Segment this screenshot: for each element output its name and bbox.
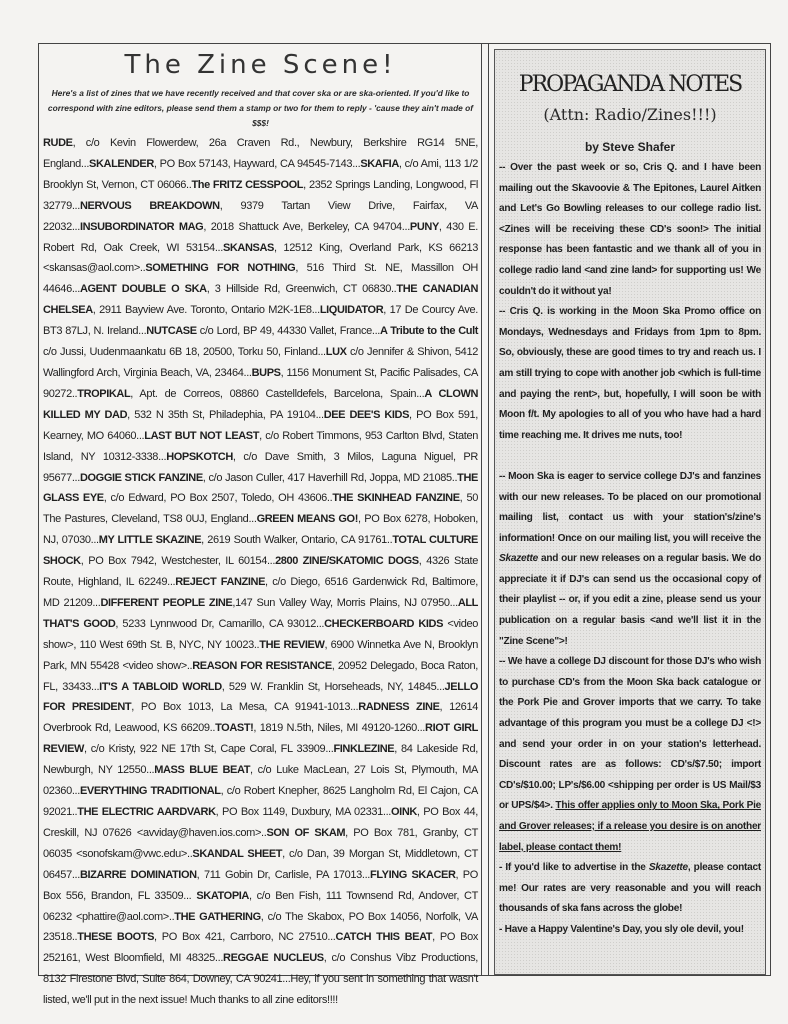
zine-address: , 12614 Overbrook Rd, Leawood, KS 66209..	[43, 701, 478, 735]
byline: by Steve Shafer	[584, 140, 676, 154]
text-segment: -- We have a college DJ discount for those DJ's who wish to purchase CD's from the Moon Ska back catalogue or the Pork Pie and Grover imports that we carry. To take advantage of this program you must be a college DJ <!> and send your order in on your station's letterhead. Discount rates are as follows: CD's/$7.50; import CD's/$10.00; LP's/$6.00 <shipping per order is US Mail/$3 or UPS/$4>.	[499, 656, 761, 812]
zine-name: SKATOPIA	[196, 889, 249, 902]
zine-address: , PO Box 1149, Duxbury, MA 02331...	[215, 806, 392, 818]
zine-name: TOTAL CULTURE SHOCK	[43, 534, 478, 568]
zine-name: LAST BUT NOT LEAST	[144, 429, 260, 442]
text-segment: - If you'd like to advertise in the	[499, 862, 649, 874]
zine-name: MASS BLUE BEAT	[154, 764, 251, 777]
zine-address: , 1819 N.5th, Niles, MI 49120-1260...	[253, 722, 426, 735]
publication-name: Skazette	[648, 862, 688, 874]
zine-name: HOPSKOTCH	[166, 450, 233, 463]
zine-address: , 84 Lakeside Rd, Newburgh, NY 12550...	[43, 743, 478, 777]
zine-name: CHECKERBOARD KIDS	[324, 617, 444, 630]
zine-address: , c/o Robert Timmons, 953 Carlton Blvd, Staten Island, NY 10312-3338...	[43, 429, 478, 463]
zine-address: , 516 Third St. NE, Massillon OH 44646...	[43, 262, 479, 296]
zine-name: A CLOWN KILLED MY DAD	[43, 387, 478, 421]
zine-name: REASON FOR RESISTANCE	[192, 659, 332, 672]
zine-address: , c/o Dan, 39 Morgan St, Middletown, CT 06457...	[43, 847, 478, 881]
zine-address: , 2352 Springs Landing, Longwood, Fl 32779...	[43, 178, 479, 212]
zine-address: , 2619 South Walker, Ontario, CA 91761..	[201, 534, 393, 547]
zine-name: THE GATHERING	[174, 910, 261, 923]
zine-address: , 532 N 35th St, Philadephia, PA 19104...	[127, 408, 324, 421]
zine-address: , c/o The Skabox, PO Box 14056, Norfolk, VA 23518..	[43, 910, 478, 944]
zine-name: THE REVIEW	[259, 638, 325, 651]
zine-address: c/o Jennifer & Shivon, 5412 Wallingford Arch, Virginia Beach, VA, 23464...	[43, 346, 478, 379]
zine-name: OINK	[391, 806, 417, 818]
zine-address: , 9379 Tartan View Drive, Fairfax, VA 22032...	[43, 199, 478, 233]
zine-address: , c/o Ben Fish, 111 Townsend Rd, Andover, CT 06232 <phattire@aol.com>..	[43, 889, 478, 923]
zine-address: , PO Box 556, Brandon, FL 33509...	[43, 868, 478, 902]
zine-entry	[77, 806, 391, 818]
zine-name: INSUBORDINATOR MAG	[79, 220, 204, 233]
zine-entry	[99, 681, 444, 693]
zine-entry	[100, 597, 457, 609]
zine-address: , PO Box 421, Carrboro, NC 27510...	[154, 931, 336, 944]
zine-name: BUPS	[251, 366, 281, 379]
zine-address: , c/o Robert Knepher, 8625 Langholm Rd, El Cajon, CA 92021..	[43, 785, 478, 818]
text-segment: -- Moon Ska is eager to service college DJ's and fanzines with our new releases. To be placed on our promotional mailing list, contact us with your station's/zine's information! Once on our mailing list, you will receive the	[499, 470, 761, 544]
zine-address: , 12512 King, Overland Park, KS 66213 <skansas@aol.com>..	[43, 241, 478, 275]
zine-name: MY LITTLE SKAZINE	[98, 534, 202, 547]
zine-address: , 3 Hillside Rd, Greenwich, CT 06830..	[206, 283, 397, 296]
zine-entry	[80, 472, 457, 484]
zine-name: SOMETHING FOR NOTHING	[145, 262, 296, 275]
zine-address: , 1156 Monument St, Pacific Palisades, CA 90272..	[43, 366, 478, 400]
zine-name: TROPIKAL	[77, 387, 131, 400]
zine-name: FINKLEZINE	[333, 743, 395, 756]
zine-name: NUTCASE	[146, 325, 197, 338]
zine-address: , PO Box 44, Creskill, NJ 07626 <avviday@haven.ios.com>..	[43, 806, 478, 839]
zine-address: , 430 E. Robert Rd, Oak Creek, WI 53154...	[43, 220, 478, 254]
zine-address: , 529 W. Franklin St, Horseheads, NY, 14845...	[221, 680, 445, 693]
page-frame	[38, 43, 771, 1007]
zine-address: <video show>, 110 West 69th St. B, NYC, NY 10023..	[43, 617, 478, 651]
zine-address: , 20952 Delegado, Boca Raton, FL, 33433...	[43, 659, 478, 693]
zine-address: , 6900 Winnetka Ave N, Brooklyn Park, MN 55428 <video show>..	[43, 638, 478, 672]
zine-address: , PO Box 781, Granby, CT 06035 <sonofskam@vwc.edu>..	[43, 826, 478, 860]
zine-name: DOGGIE STICK FANZINE	[79, 471, 203, 484]
zine-name: REGGAE NUCLEUS	[223, 952, 324, 965]
zine-entry	[80, 283, 396, 295]
zine-address: , c/o Conshus Vibz Productions, 8132 Firestone Blvd, Suite 864, Downey, CA 90241...	[43, 952, 478, 986]
zine-address: , PO Box 1013, La Mesa, CA 91941-1013...	[131, 701, 359, 714]
zine-name: THE ELECTRIC AARDVARK	[77, 806, 216, 818]
zine-entry	[80, 869, 370, 881]
zine-address: ,147 Sun Valley Way, Morris Plains, NJ 07950...	[232, 596, 458, 609]
zine-name: SON OF SKAM	[266, 826, 346, 839]
zine-address: , 17 De Courcy Ave. BT3 87LJ, N. Ireland...	[43, 304, 479, 338]
zine-name: JELLO FOR PRESIDENT	[43, 680, 478, 714]
zine-listing	[43, 133, 478, 1011]
zine-name: SKANDAL SHEET	[192, 847, 283, 860]
note-paragraph-mailing-list	[499, 467, 761, 652]
zine-address: , c/o Diego, 6516 Gardenwick Rd, Baltimore, MD 21209...	[43, 576, 478, 609]
zine-name: DEE DEE'S KIDS	[323, 408, 410, 421]
zine-address: , PO Box 57143, Hayward, CA 94545-7143...	[153, 157, 361, 170]
zine-address: , c/o Kristy, 922 NE 17th St, Cape Coral, FL 33909...	[84, 743, 334, 756]
zine-name: SKALENDER	[89, 157, 154, 170]
text-segment: , please contact me! Our rates are very reasonable and you will reach thousands of ska fans across the globe!	[499, 862, 761, 915]
note-paragraph-dj-discount	[499, 652, 761, 858]
zine-name: REJECT FANZINE	[175, 576, 266, 589]
zine-name: CATCH THIS BEAT	[335, 931, 433, 944]
zine-scene-column	[39, 44, 482, 1007]
zine-address: , 2911 Bayview Ave. Toronto, Ontario M2K-1E8...	[92, 304, 320, 317]
zine-name: DIFFERENT PEOPLE ZINE	[100, 596, 233, 609]
note-paragraph-promo-office: -- Cris Q. is working in the Moon Ska Promo office on Mondays, Wednesdays and Fridays from 1pm to 8pm. So, obviously, these are good times to try and reach us. I am still trying to cope with another job <which is full-time and paying the rent>, but, hopefully, I will soon be with Moon f/t. My apologies to all of you who have had a hard time reaching me. It drives me nuts, too!	[499, 306, 761, 441]
zine-scene-title: The Zine Scene!	[124, 50, 397, 80]
zine-name: LIQUIDATOR	[319, 304, 384, 317]
zine-name: THE GLASS EYE	[43, 471, 478, 505]
zine-address: , 711 Gobin Dr, Carlisle, PA 17013...	[196, 868, 371, 881]
zine-name: TOAST!	[215, 722, 254, 735]
zine-address: , PO Box 252161, West Bloomfield, MI 48325...	[43, 931, 478, 965]
zine-name: THE SKINHEAD FANZINE	[332, 492, 460, 505]
zine-entry	[146, 325, 380, 337]
offer-notice: This offer applies only to Moon Ska, Pork Pie and Grover releases; if a release you desire is on another label, please contact them!	[499, 800, 762, 853]
note-paragraph-valentines: - Have a Happy Valentine's Day, you sly ole devil, you!	[499, 923, 744, 935]
zine-name: THESE BOOTS	[77, 931, 155, 944]
propaganda-notes-box	[494, 49, 766, 975]
zine-name: LUX	[325, 346, 347, 359]
zine-entry	[99, 534, 393, 546]
zine-name: SKANSAS	[222, 241, 274, 254]
zine-address: , PO Box 7942, Westchester, IL 60154...	[80, 555, 276, 568]
zine-name: BIZARRE DOMINATION	[79, 868, 197, 881]
zine-name: RUDE	[43, 137, 73, 149]
zine-name: AGENT DOUBLE O SKA	[79, 283, 207, 296]
zine-address: , c/o Dave Smith, 3 Milos, Laguna Niguel, PR 95677...	[43, 450, 478, 484]
publication-name: Skazette	[499, 553, 538, 565]
zine-name: IT'S A TABLOID WORLD	[99, 680, 222, 693]
zine-address: , c/o Kevin Flowerdew, 26a Craven Rd., Newbury, Berkshire RG14 5NE, England...	[43, 137, 478, 170]
zine-address: , 2018 Shattuck Ave, Berkeley, CA 94704...	[203, 220, 410, 233]
zine-name: NERVOUS BREAKDOWN	[79, 199, 220, 212]
zine-name: RIOT GIRL REVIEW	[43, 722, 478, 756]
propaganda-notes-column	[488, 44, 770, 975]
zine-address: , Apt. de Correos, 08860 Castelldefels, Barcelona, Spain...	[130, 387, 425, 400]
zine-address: , PO Box 6278, Hoboken, NJ, 07030...	[43, 513, 478, 547]
zine-address: , c/o Ami, 113 1/2 Brooklyn St, Vernon, CT 06066..	[43, 157, 478, 191]
zine-name: RADNESS ZINE	[358, 701, 440, 714]
zine-address: , c/o Edward, PO Box 2507, Toledo, OH 43606..	[103, 492, 333, 505]
zine-address: , 50 The Pastures, Cleveland, TS8 0UJ, England...	[43, 492, 478, 526]
zine-address: , 5233 Lynnwood Dr, Camarillo, CA 93012...	[115, 617, 325, 630]
zine-name: GREEN MEANS GO!	[256, 513, 358, 526]
zine-entry	[80, 221, 410, 233]
zine-address: c/o Lord, BP 49, 44330 Vallet, France...	[196, 325, 380, 338]
zine-address: , c/o Luke MacLean, 27 Lois St, Plymouth, MA 02360...	[43, 764, 478, 798]
note-paragraph-advertise	[499, 858, 761, 920]
zine-name: A Tribute to the Cult	[379, 325, 478, 338]
zine-address: , c/o Jason Culler, 417 Haverhill Rd, Joppa, MD 21085..	[202, 471, 458, 484]
zine-name: ALL THAT'S GOOD	[43, 596, 478, 630]
zine-name: THE CANADIAN CHELSEA	[43, 283, 478, 317]
zine-name: PUNY	[409, 220, 439, 233]
text-segment: and our new releases on a regular basis. We do appreciate it if DJ's can send us the occasional copy of their playlist -- or, if you edit a zine, please send us your publication on a regular basis <and we'll list it in the "Zine Scene">!	[499, 553, 761, 647]
zine-address: , 4326 State Route, Highland, IL 62249...	[43, 555, 478, 589]
zine-name: 2800 ZINE/SKATOMIC DOGS	[275, 555, 419, 568]
zine-scene-intro: Here's a list of zines that we have recently received and that cover ska or are ska-oriented. If you'd like to correspond with zine editors, please send them a stamp or two for them to reply - 'cause they ain't made of $$$!	[47, 88, 474, 128]
zine-name: SKAFIA	[360, 157, 399, 170]
zine-entry	[89, 158, 360, 170]
propaganda-notes-title: PROPAGANDA NOTES	[518, 72, 742, 97]
zine-entry	[77, 388, 424, 400]
propaganda-notes-subtitle: (Attn: Radio/Zines!!!)	[543, 105, 717, 124]
zine-address: , PO Box 591, Kearney, MO 64060...	[43, 408, 478, 442]
zine-address: c/o Jussi, Uudenmaankatu 6B 18, 20500, Torku 50, Finland...	[43, 346, 326, 359]
note-paragraph-mailing: -- Over the past week or so, Cris Q. and I have been mailing out the Skavoovie & The Epitones, Laurel Aitken and Let's Go Bowling releases to our college radio list. <Zines will be receiving these CD's soon!> The initial response has been fantastic and we thank all of you in college radio land <and zine land> for supporting us! We couldn't do it without ya!	[499, 162, 761, 297]
zine-name: The FRITZ CESSPOOL	[191, 178, 304, 191]
zine-closing-note: Hey, if you sent in something that wasn't listed, we'll put in the next issue! Much thanks to all zine editors!!!!	[43, 973, 478, 1007]
zine-entry	[215, 722, 425, 734]
zine-entry	[77, 931, 335, 943]
zine-name: EVERYTHING TRADITIONAL	[79, 785, 221, 798]
zine-name: FLYING SKACER	[370, 868, 456, 881]
